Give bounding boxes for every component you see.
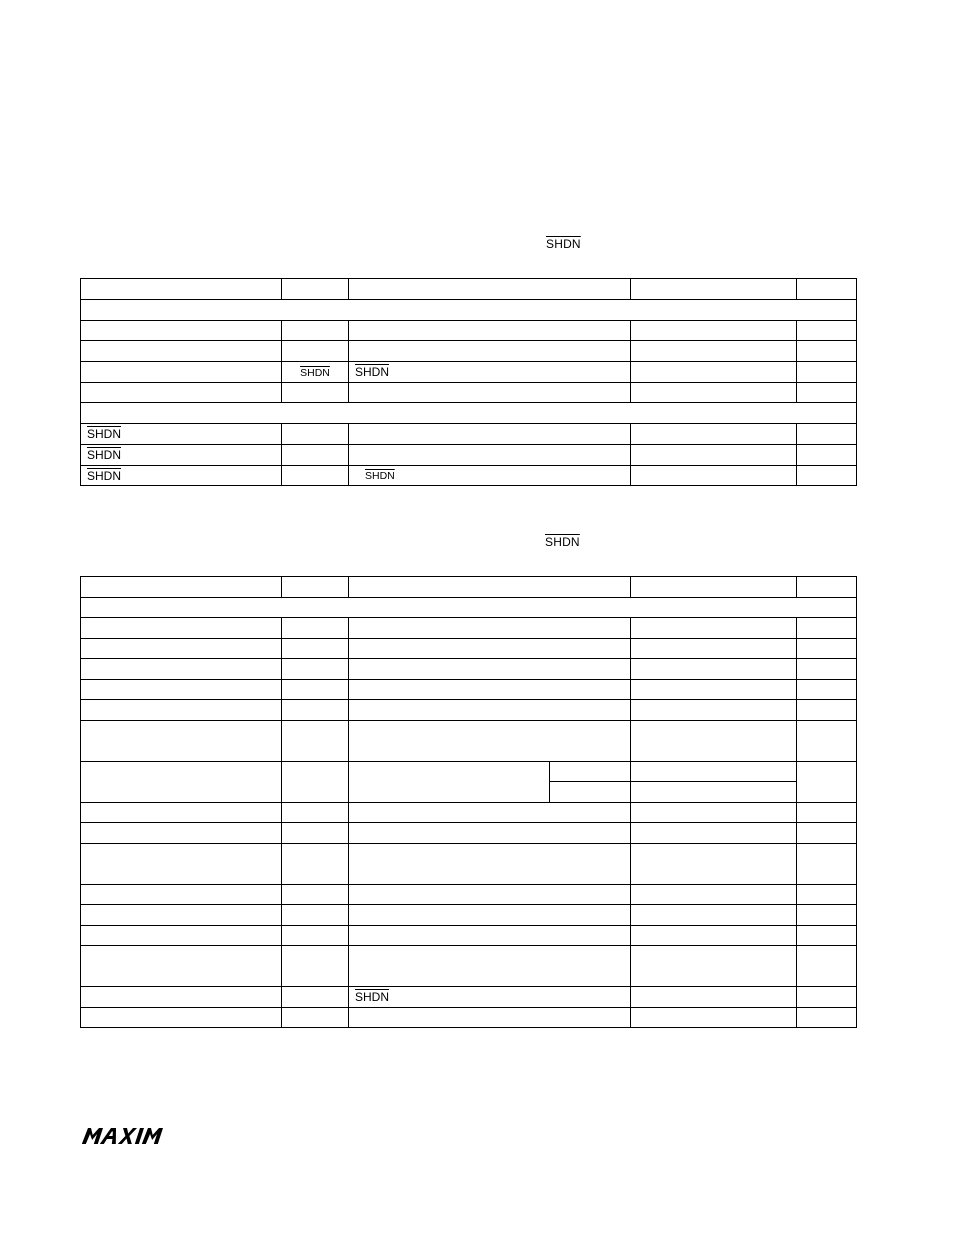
table-row	[81, 659, 857, 680]
condition-shdn: SHDN	[355, 990, 390, 1004]
table-row	[81, 639, 857, 659]
table-row	[81, 721, 857, 762]
table-section-row	[81, 300, 857, 321]
parameter-shdn: SHDN	[87, 427, 122, 441]
table2-heading-signal: SHDN	[545, 535, 580, 549]
table-row	[81, 823, 857, 844]
electrical-characteristics-table-1	[80, 278, 857, 486]
table-row	[81, 905, 857, 926]
table-row	[81, 762, 857, 782]
maxim-logo	[82, 1128, 194, 1144]
parameter-shdn: SHDN	[87, 448, 122, 462]
table1-heading-signal: SHDN	[546, 237, 581, 251]
table-row	[81, 946, 857, 987]
table-row	[81, 987, 857, 1008]
table-row	[81, 803, 857, 823]
table-section-row	[81, 598, 857, 618]
table-row	[81, 341, 857, 362]
table-row	[81, 383, 857, 403]
table-row	[81, 424, 857, 445]
table-row	[81, 885, 857, 905]
table-row	[81, 618, 857, 639]
table-header-row	[81, 279, 857, 300]
symbol-shdn: SHDN	[300, 366, 330, 379]
parameter-shdn: SHDN	[87, 468, 122, 483]
table-row	[81, 466, 857, 486]
table-row	[81, 680, 857, 700]
electrical-characteristics-table-2	[80, 576, 857, 1028]
table-row	[81, 700, 857, 721]
condition-shdn: SHDN	[365, 470, 395, 482]
table-row	[81, 1008, 857, 1028]
table-row	[81, 321, 857, 341]
condition-shdn: SHDN	[355, 365, 390, 379]
table-row	[81, 844, 857, 885]
table-section-row	[81, 403, 857, 424]
table-row	[81, 926, 857, 946]
table-row	[81, 445, 857, 466]
table-header-row	[81, 577, 857, 598]
table-row	[81, 362, 857, 383]
